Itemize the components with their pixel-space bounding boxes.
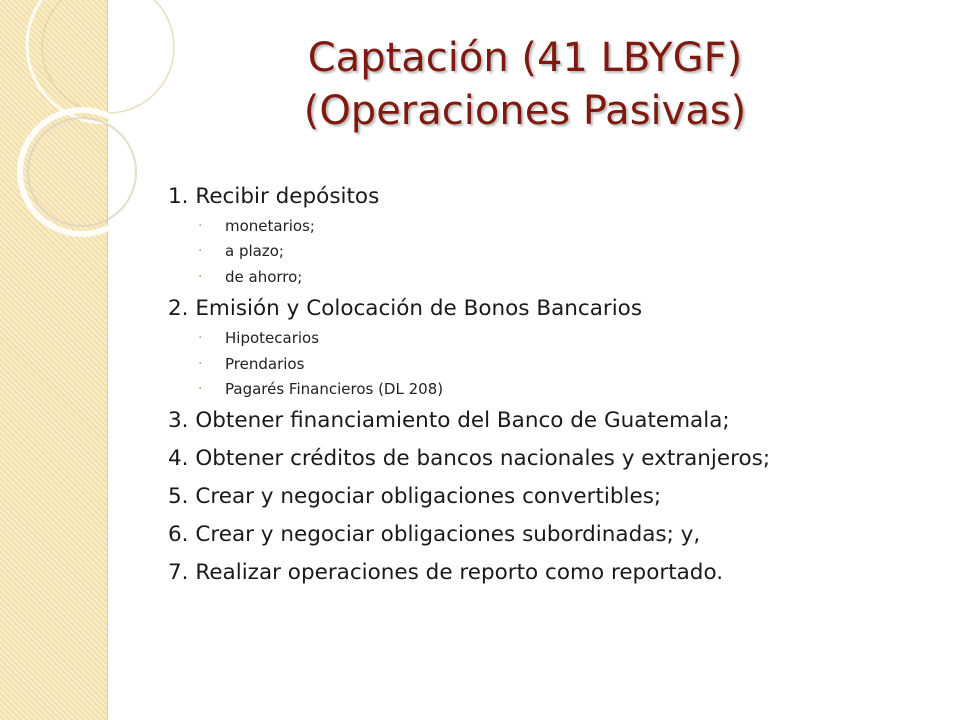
sub-list-item bbox=[168, 265, 948, 290]
bullet-icon: · bbox=[198, 218, 203, 234]
list-item: 4. Obtener créditos de bancos nacionales y extranjeros; bbox=[168, 446, 771, 472]
list-item: 1. Recibir depósitos bbox=[168, 184, 380, 209]
sub-item-text: de ahorro; bbox=[225, 267, 303, 286]
list-item: 2. Emisión y Colocación de Bonos Bancarios bbox=[168, 296, 643, 322]
sub-list-item bbox=[168, 326, 948, 351]
sub-list-item bbox=[168, 239, 948, 264]
bullet-icon: · bbox=[198, 268, 203, 285]
list-item: 7. Realizar operaciones de reporto como reportado. bbox=[168, 560, 724, 586]
list-item: 6. Crear y negociar obligaciones subordinadas; y, bbox=[168, 522, 701, 548]
bullet-icon: · bbox=[198, 330, 203, 347]
slide-title bbox=[230, 32, 820, 138]
sub-list-item bbox=[168, 352, 948, 377]
sub-list bbox=[168, 326, 948, 402]
sub-item-text: Hipotecarios bbox=[225, 329, 320, 348]
list-item: 5. Crear y negociar obligaciones convertibles; bbox=[168, 484, 662, 510]
title-line-1: Captación (41 LBYGF) bbox=[307, 35, 743, 81]
bullet-icon: · bbox=[198, 243, 203, 260]
bullet-icon: · bbox=[198, 355, 203, 372]
sub-list bbox=[168, 214, 948, 290]
slide-body bbox=[168, 183, 948, 597]
bullet-icon: · bbox=[198, 381, 203, 398]
title-line-2: (Operaciones Pasivas) bbox=[303, 88, 747, 134]
sub-item-text: monetarios; bbox=[225, 217, 315, 235]
sub-item-text: Pagarés Financieros (DL 208) bbox=[225, 380, 444, 399]
list-item: 3. Obtener financiamiento del Banco de Guatemala; bbox=[168, 408, 730, 434]
sub-list-item bbox=[168, 377, 948, 402]
sub-item-text: Prendarios bbox=[225, 354, 305, 373]
sub-item-text: a plazo; bbox=[225, 242, 284, 261]
sub-list-item bbox=[168, 214, 948, 239]
